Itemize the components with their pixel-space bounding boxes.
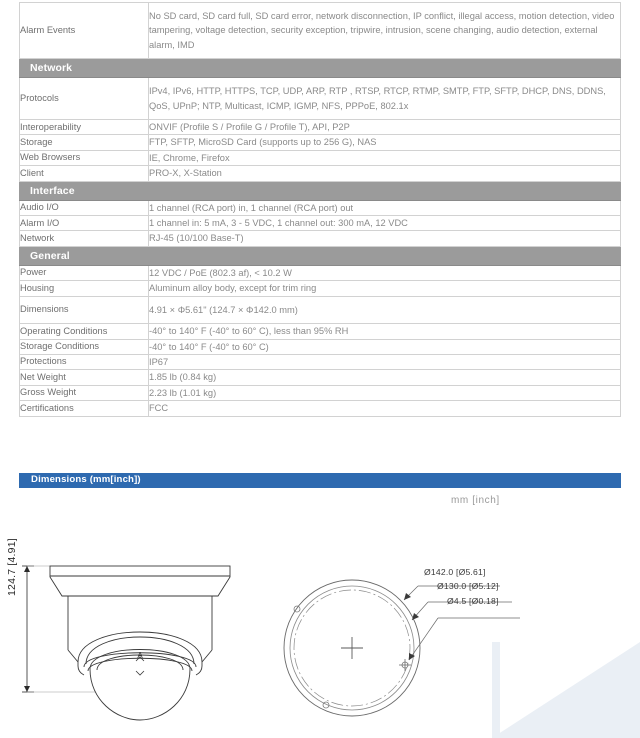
- spec-row-label: Operating Conditions: [20, 324, 149, 339]
- extension-lines: [27, 566, 95, 692]
- spec-row-label: Audio I/O: [20, 200, 149, 215]
- spec-row: [20, 370, 621, 385]
- spec-row-value: 1 channel (RCA port) in, 1 channel (RCA port) out: [149, 200, 621, 215]
- spec-row: [20, 120, 621, 135]
- callout-outer-diameter: Ø142.0 [Ø5.61]: [424, 567, 486, 577]
- spec-row-label: Certifications: [20, 401, 149, 416]
- spec-row-value: -40° to 140° F (-40° to 60° C): [149, 339, 621, 354]
- spec-row-label: Interoperability: [20, 120, 149, 135]
- dimension-drawings: [0, 530, 640, 738]
- lens-dome: [90, 650, 190, 721]
- spec-section-header: [20, 246, 621, 265]
- spec-section-header: [20, 59, 621, 78]
- spec-row-value: -40° to 140° F (-40° to 60° C), less than 95% RH: [149, 324, 621, 339]
- callout-hole-diameter: Ø4.5 [Ø0.18]: [447, 596, 499, 606]
- side-view-height-label: 124.7 [4.91]: [6, 538, 18, 596]
- spec-row-value: 2.23 lb (1.01 kg): [149, 385, 621, 400]
- spec-row: [20, 216, 621, 231]
- spec-row-label: Storage: [20, 135, 149, 150]
- spec-row-value: IP67: [149, 354, 621, 369]
- spec-row-label: Storage Conditions: [20, 339, 149, 354]
- spec-row-label: Protocols: [20, 78, 149, 120]
- spec-row: [20, 166, 621, 181]
- spec-section-label: General: [20, 246, 621, 265]
- spec-row: [20, 339, 621, 354]
- spec-row: [20, 150, 621, 165]
- spec-row: [20, 296, 621, 323]
- spec-row-value: 4.91 × Φ5.61" (124.7 × Φ142.0 mm): [149, 296, 621, 323]
- spec-row-label: Alarm I/O: [20, 216, 149, 231]
- callout-inner-diameter: Ø130.0 [Ø5.12]: [437, 581, 499, 591]
- spec-row: [20, 265, 621, 280]
- spec-section-header: [20, 181, 621, 200]
- spec-row-label: Client: [20, 166, 149, 181]
- spec-row-label: Protections: [20, 354, 149, 369]
- spec-row: [20, 231, 621, 246]
- spec-row-label: Power: [20, 265, 149, 280]
- spec-row-value: Aluminum alloy body, except for trim ring: [149, 281, 621, 296]
- spec-row: [20, 200, 621, 215]
- center-mark: [341, 637, 363, 659]
- side-view-drawing: [22, 566, 230, 720]
- spec-section-label: Network: [20, 59, 621, 78]
- spec-row-label: Alarm Events: [20, 3, 149, 59]
- spec-row: [20, 3, 621, 59]
- spec-row: [20, 324, 621, 339]
- mounting-holes: [294, 606, 411, 708]
- spec-row-value: RJ-45 (10/100 Base-T): [149, 231, 621, 246]
- dimensions-unit-note: mm [inch]: [451, 495, 500, 506]
- base-plate: [50, 566, 230, 596]
- spec-row-label: Web Browsers: [20, 150, 149, 165]
- drawings-svg: [0, 530, 640, 738]
- spec-section-label: Interface: [20, 181, 621, 200]
- side-view-mark-label: A: [137, 651, 143, 660]
- spec-row: [20, 281, 621, 296]
- spec-row-value: 1.85 lb (0.84 kg): [149, 370, 621, 385]
- spec-row-value: ONVIF (Profile S / Profile G / Profile T), API, P2P: [149, 120, 621, 135]
- spec-row-value: FCC: [149, 401, 621, 416]
- spec-row: [20, 78, 621, 120]
- spec-row-label: Gross Weight: [20, 385, 149, 400]
- spec-row-value: IPv4, IPv6, HTTP, HTTPS, TCP, UDP, ARP, RTP , RTSP, RTCP, RTMP, SMTP, FTP, SFTP, DHCP, DNS, DDNS, QoS, UPnP; NTP, Multicast, ICMP, IGMP, NFS, PPPoE, 802.1x: [149, 78, 621, 120]
- spec-row-label: Network: [20, 231, 149, 246]
- spec-row-label: Net Weight: [20, 370, 149, 385]
- spec-row-value: 12 VDC / PoE (802.3 af), < 10.2 W: [149, 265, 621, 280]
- spec-table-body: [20, 3, 621, 417]
- spec-row-value: IE, Chrome, Firefox: [149, 150, 621, 165]
- spec-row: [20, 401, 621, 416]
- spec-row-label: Dimensions: [20, 296, 149, 323]
- specification-table: [19, 2, 621, 417]
- spec-row-value: No SD card, SD card full, SD card error, network disconnection, IP conflict, illegal access, motion detection, video tampering, voltage detection, security exception, tripwire, intrusion, scene changing, audio detection, external alarm, IMD: [149, 3, 621, 59]
- dimensions-section-header: [19, 473, 621, 488]
- spec-row: [20, 385, 621, 400]
- spec-row-value: FTP, SFTP, MicroSD Card (supports up to 256 G), NAS: [149, 135, 621, 150]
- spec-row-label: Housing: [20, 281, 149, 296]
- spec-row: [20, 354, 621, 369]
- spec-row-value: PRO-X, X-Station: [149, 166, 621, 181]
- dimensions-header-label: Dimensions (mm[inch]): [31, 474, 141, 485]
- height-dimension-line: [22, 566, 34, 692]
- spec-row: [20, 135, 621, 150]
- spec-row-value: 1 channel in: 5 mA, 3 - 5 VDC, 1 channel out: 300 mA, 12 VDC: [149, 216, 621, 231]
